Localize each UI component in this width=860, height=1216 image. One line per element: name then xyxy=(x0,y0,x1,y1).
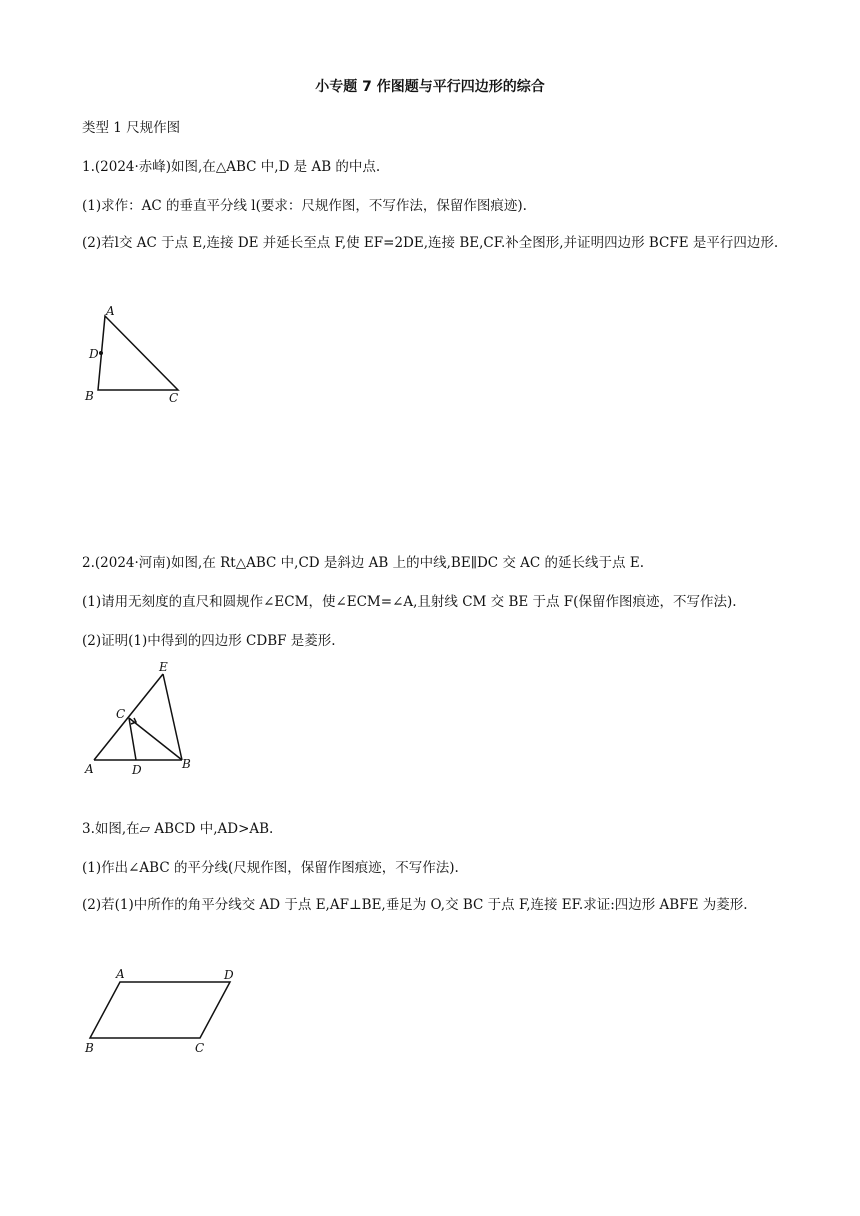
problem-2-part-2: (2)证明(1)中得到的四边形 CDBF 是菱形. xyxy=(82,633,336,649)
label-e: E xyxy=(159,660,168,674)
label-d: D xyxy=(132,763,142,777)
label-a: A xyxy=(106,304,115,318)
problem-2-part-1: (1)请用无刻度的直尺和圆规作∠ECM，使∠ECM=∠A,且射线 CM 交 BE 于点 F(保留作图痕迹，不写作法). xyxy=(82,594,737,610)
point-d xyxy=(99,351,103,355)
page-title: 小专题 7 作图题与平行四边形的综合 xyxy=(315,79,545,95)
problem-3-part-1: (1)作出∠ABC 的平分线(尺规作图，保留作图痕迹，不写作法). xyxy=(82,860,459,876)
label-a: A xyxy=(85,762,94,776)
problem-3-stem: 3.如图,在▱ ABCD 中,AD>AB. xyxy=(82,821,274,837)
problem-2-triangle-figure xyxy=(80,658,205,778)
label-c: C xyxy=(169,391,179,405)
label-a: A xyxy=(116,967,125,981)
label-b: B xyxy=(182,757,191,771)
parallelogram-abcd xyxy=(90,982,230,1038)
problem-2-stem: 2.(2024·河南)如图,在 Rt△ABC 中,CD 是斜边 AB 上的中线,BE∥DC 交 AC 的延长线于点 E. xyxy=(82,555,644,571)
label-c: C xyxy=(195,1041,205,1055)
problem-1-part-1: (1)求作：AC 的垂直平分线 l(要求：尺规作图，不写作法，保留作图痕迹). xyxy=(82,198,527,214)
label-d: D xyxy=(89,347,99,361)
problem-1-triangle-figure xyxy=(80,300,200,410)
problem-3-part-2-block xyxy=(52,886,810,924)
label-c: C xyxy=(116,707,126,721)
problem-1-part-2: (2)若l交 AC 于点 E,连接 DE 并延长至点 F,使 EF=2DE,连接 BE,CF.补全图形,并证明四边形 BCFE 是平行四边形. xyxy=(82,235,779,251)
label-d: D xyxy=(224,968,234,982)
segment-cd xyxy=(129,718,136,760)
problem-1-stem: 1.(2024·赤峰)如图,在△ABC 中,D 是 AB 的中点. xyxy=(82,159,381,175)
problem-3-parallelogram-figure xyxy=(80,962,240,1062)
problem-3-part-2: (2)若(1)中所作的角平分线交 AD 于点 E,AF⊥BE,垂足为 O,交 BC 于点 F,连接 EF.求证:四边形 ABFE 为菱形. xyxy=(82,897,748,913)
label-b: B xyxy=(85,1041,94,1055)
triangle-abc xyxy=(98,316,178,390)
segment-ae xyxy=(94,674,163,760)
section-heading: 类型 1 尺规作图 xyxy=(82,120,181,136)
problem-1-part-2-block xyxy=(52,224,810,262)
label-b: B xyxy=(85,389,94,403)
